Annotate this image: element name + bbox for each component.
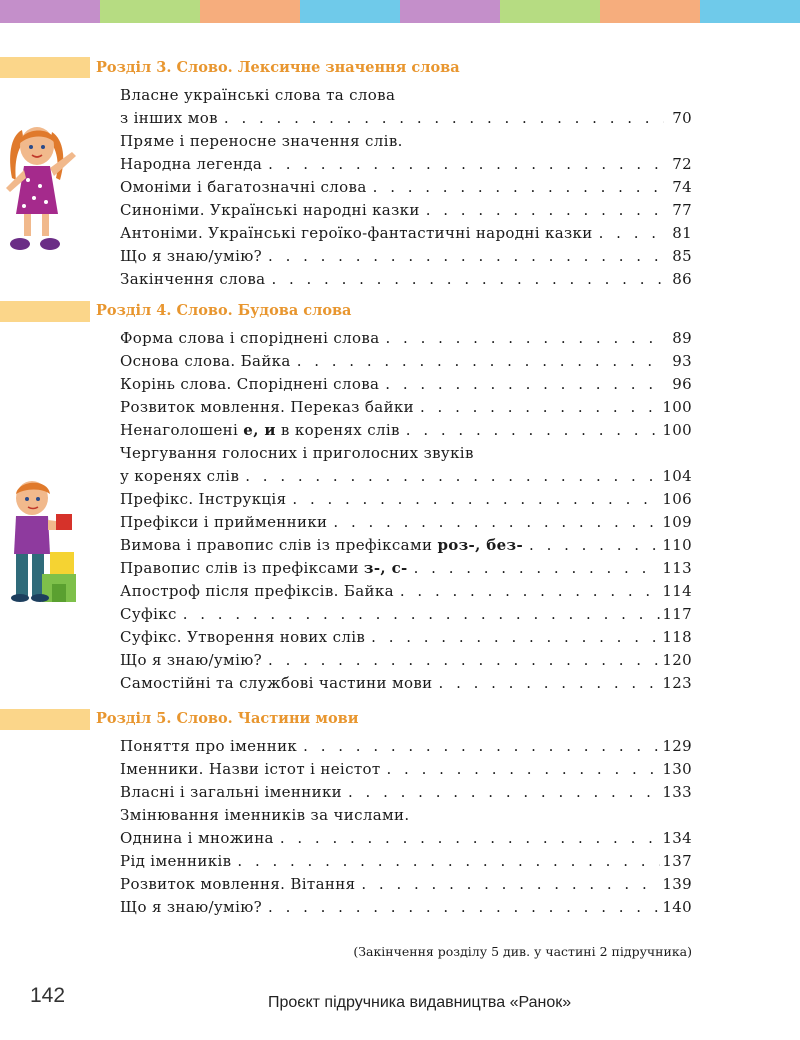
toc-entry-text: Суфікс. Утворення нових слів (120, 628, 366, 646)
toc-entry-title (120, 465, 239, 488)
dot-leader (420, 396, 660, 419)
toc-entry-text: Поняття про іменник (120, 737, 298, 755)
toc-entry (120, 130, 692, 176)
toc-entry-row (120, 534, 692, 557)
toc-entry-row (120, 373, 692, 396)
dot-leader (406, 419, 661, 442)
toc-entry-text: Ненаголошені (120, 421, 244, 439)
toc-page-number: 74 (672, 178, 692, 196)
toc-page-number: 89 (672, 329, 692, 347)
toc-entry-row (120, 557, 692, 580)
toc-entry (120, 268, 692, 291)
toc-entry-text: Що я знаю/умію? (120, 651, 263, 669)
toc-entry-title (120, 626, 365, 649)
toc-entry-title-line: Власне українські слова та слова (120, 86, 396, 104)
dot-leader (280, 827, 660, 850)
toc-entry (120, 222, 692, 245)
toc-entry-title (120, 199, 420, 222)
toc-page-number: 96 (672, 375, 692, 393)
toc-page-number: 100 (662, 421, 692, 439)
toc-entry-row (120, 176, 692, 199)
toc-page-number: 120 (662, 651, 692, 669)
toc-entry-title-line: Пряме і переносне значення слів. (120, 132, 403, 150)
toc-entry (120, 850, 692, 873)
toc-entry-row (120, 672, 692, 695)
stripe-segment (0, 0, 100, 23)
stripe-segment (500, 0, 600, 23)
toc-entry-text: Що я знаю/умію? (120, 247, 263, 265)
section-5-list (120, 735, 692, 919)
toc-page-number: 130 (662, 760, 692, 778)
toc-entry-title (120, 672, 433, 695)
dot-leader (387, 758, 661, 781)
section-title: Розділ 5. Слово. Частини мови (96, 710, 359, 727)
toc-page-number: 81 (672, 224, 692, 242)
toc-entry-bold-text: з-, с- (363, 559, 408, 577)
dot-leader (439, 672, 661, 695)
dot-leader (237, 850, 660, 873)
toc-entry-text: Власні і загальні іменники (120, 783, 343, 801)
toc-entry-text: Іменники. Назви істот і неістот (120, 760, 381, 778)
toc-entry (120, 176, 692, 199)
toc-entry-title (120, 176, 367, 199)
toc-entry (120, 419, 692, 442)
toc-page-number: 85 (672, 247, 692, 265)
toc-page-number: 117 (662, 605, 692, 623)
toc-entry (120, 603, 692, 626)
toc-entry-bold-text: роз-, без- (437, 536, 524, 554)
toc-entry-row (120, 580, 692, 603)
toc-page-number: 113 (662, 559, 692, 577)
color-stripe (0, 0, 800, 23)
dot-leader (386, 327, 665, 350)
continuation-note: (Закінчення розділу 5 див. у частині 2 підручника) (353, 944, 692, 959)
dot-leader (599, 222, 664, 245)
toc-entry (120, 511, 692, 534)
publisher-line: Проєкт підручника видавництва «Ранок» (268, 994, 572, 1011)
toc-entry-row (120, 222, 692, 245)
stripe-segment (300, 0, 400, 23)
toc-entry-row (120, 419, 692, 442)
toc-entry (120, 649, 692, 672)
toc-entry-text: Однина і множина (120, 829, 274, 847)
toc-entry-title (120, 827, 274, 850)
toc-page-number: 77 (672, 201, 692, 219)
toc-entry-text: Рід іменників (120, 852, 232, 870)
dot-leader (245, 465, 660, 488)
dot-leader (333, 511, 660, 534)
stripe-segment (400, 0, 500, 23)
toc-entry (120, 580, 692, 603)
toc-entry (120, 896, 692, 919)
toc-page-number: 86 (672, 270, 692, 288)
toc-entry-title (120, 850, 231, 873)
toc-entry-row (120, 850, 692, 873)
toc-entry-row (120, 107, 692, 130)
toc-entry (120, 873, 692, 896)
toc-entry-text: Омоніми і багатозначні слова (120, 178, 367, 196)
toc-entry-title-line: Змінювання іменників за числами. (120, 806, 410, 824)
toc-page-number: 104 (662, 467, 692, 485)
toc-entry-text: Антоніми. Українські героїко-фантастичні народні казки (120, 224, 593, 242)
toc-entry-title (120, 419, 400, 442)
toc-entry-title (120, 373, 379, 396)
dot-leader (268, 153, 664, 176)
toc-entry-text: Що я знаю/умію? (120, 898, 263, 916)
toc-entry (120, 534, 692, 557)
toc-page-number: 134 (662, 829, 692, 847)
toc-entry-row (120, 199, 692, 222)
toc-entry (120, 735, 692, 758)
toc-entry-row (120, 465, 692, 488)
toc-entry-title (120, 245, 262, 268)
dot-leader (303, 735, 660, 758)
toc-entry (120, 396, 692, 419)
toc-entry-row (120, 396, 692, 419)
toc-entry (120, 199, 692, 222)
toc-entry-row (120, 626, 692, 649)
toc-page-number: 118 (662, 628, 692, 646)
toc-entry-row (120, 649, 692, 672)
dot-leader (371, 626, 660, 649)
toc-entry-text: Правопис слів із префіксами (120, 559, 364, 577)
toc-entry-text: Форма слова і споріднені слова (120, 329, 380, 347)
dot-leader (400, 580, 660, 603)
toc-entry-row (120, 781, 692, 804)
dot-leader (373, 176, 664, 199)
toc-entry (120, 245, 692, 268)
toc-entry-row (120, 735, 692, 758)
toc-entry-row (120, 603, 692, 626)
toc-entry-text: Префікс. Інструкція (120, 490, 287, 508)
toc-entry (120, 350, 692, 373)
section-title: Розділ 3. Слово. Лексичне значення слова (96, 59, 460, 76)
toc-entry-text: Апостроф після префіксів. Байка (120, 582, 394, 600)
toc-entry-title (120, 511, 327, 534)
toc-entry-text: Основа слова. Байка (120, 352, 291, 370)
toc-entry (120, 781, 692, 804)
dot-leader (385, 373, 664, 396)
toc-page-number: 133 (662, 783, 692, 801)
toc-entry-title (120, 350, 291, 373)
toc-page-number: 72 (672, 155, 692, 173)
dot-leader (268, 896, 660, 919)
toc-page-number: 110 (662, 536, 692, 554)
toc-entry-row (120, 827, 692, 850)
toc-page-number: 123 (662, 674, 692, 692)
toc-entry-text-after: в коренях слів (275, 421, 400, 439)
toc-entry-row (120, 245, 692, 268)
toc-entry-text: Корінь слова. Споріднені слова (120, 375, 380, 393)
toc-entry (120, 557, 692, 580)
dot-leader (297, 350, 664, 373)
toc-entry-text: Префікси і прийменники (120, 513, 328, 531)
toc-entry-text: Вимова і правопис слів із префіксами (120, 536, 438, 554)
toc-entry-row (120, 896, 692, 919)
toc-entry-title (120, 873, 355, 896)
dot-leader (268, 649, 660, 672)
toc-entry-title (120, 488, 286, 511)
dot-leader (268, 245, 664, 268)
toc-entry-text: Розвиток мовлення. Переказ байки (120, 398, 415, 416)
toc-entry-title (120, 396, 414, 419)
toc-entry-row (120, 327, 692, 350)
toc-entry-title (120, 580, 394, 603)
toc-entry-title (120, 781, 342, 804)
section-band (0, 57, 90, 78)
section-band (0, 301, 90, 322)
toc-entry (120, 488, 692, 511)
toc-page-number: 129 (662, 737, 692, 755)
toc-entry-row (120, 758, 692, 781)
toc-entry (120, 626, 692, 649)
toc-entry-title (120, 896, 262, 919)
stripe-segment (700, 0, 800, 23)
toc-entry-row (120, 153, 692, 176)
toc-entry-text: Закінчення слова (120, 270, 266, 288)
section-band (0, 709, 90, 730)
toc-entry-title (120, 534, 523, 557)
toc-page-number: 70 (672, 109, 692, 127)
dot-leader (348, 781, 660, 804)
dot-leader (529, 534, 660, 557)
toc-entry-title (120, 603, 177, 626)
dot-leader (292, 488, 660, 511)
toc-entry-row (120, 488, 692, 511)
toc-entry-title (120, 735, 297, 758)
dot-leader (361, 873, 660, 896)
toc-entry-text: Народна легенда (120, 155, 263, 173)
toc-entry-row (120, 873, 692, 896)
toc-entry-title (120, 153, 262, 176)
toc-entry-row (120, 350, 692, 373)
toc-entry (120, 672, 692, 695)
toc-entry-text: Синоніми. Українські народні казки (120, 201, 420, 219)
toc-entry-text: у коренях слів (120, 467, 240, 485)
toc-entry (120, 804, 692, 850)
toc-entry-title (120, 327, 380, 350)
toc-entry (120, 84, 692, 130)
dot-leader (224, 107, 664, 130)
toc-entry-bold-text: е, и (243, 421, 276, 439)
toc-entry-title (120, 107, 218, 130)
stripe-segment (600, 0, 700, 23)
toc-page-number: 137 (662, 852, 692, 870)
toc-entry (120, 327, 692, 350)
dot-leader (183, 603, 661, 626)
toc-entry (120, 758, 692, 781)
boy-with-blocks-illustration (2, 480, 84, 606)
toc-page-number: 114 (662, 582, 692, 600)
toc-page-number: 106 (662, 490, 692, 508)
toc-entry-title (120, 268, 265, 291)
dot-leader (426, 199, 664, 222)
stripe-segment (100, 0, 200, 23)
toc-page-number: 139 (662, 875, 692, 893)
page-number: 142 (30, 984, 66, 1007)
stripe-segment (200, 0, 300, 23)
girl-illustration (0, 122, 86, 258)
toc-entry-title (120, 222, 593, 245)
toc-page-number: 109 (662, 513, 692, 531)
dot-leader (271, 268, 664, 291)
toc-page-number: 140 (662, 898, 692, 916)
toc-entry (120, 442, 692, 488)
toc-entry-row (120, 268, 692, 291)
dot-leader (414, 557, 661, 580)
section-title: Розділ 4. Слово. Будова слова (96, 302, 352, 319)
toc-page-number: 93 (672, 352, 692, 370)
toc-entry-text: Суфікс (120, 605, 177, 623)
toc-entry-title (120, 649, 262, 672)
section-4-list (120, 327, 692, 695)
toc-entry-title (120, 557, 408, 580)
toc-entry-title-line: Чергування голосних і приголосних звуків (120, 444, 474, 462)
toc-page-number: 100 (662, 398, 692, 416)
toc-entry-row (120, 511, 692, 534)
toc-entry-text: Самостійні та службові частини мови (120, 674, 433, 692)
section-3-list (120, 84, 692, 291)
toc-entry-title (120, 758, 381, 781)
toc-entry (120, 373, 692, 396)
toc-entry-text: Розвиток мовлення. Вітання (120, 875, 356, 893)
toc-entry-text: з інших мов (120, 109, 218, 127)
